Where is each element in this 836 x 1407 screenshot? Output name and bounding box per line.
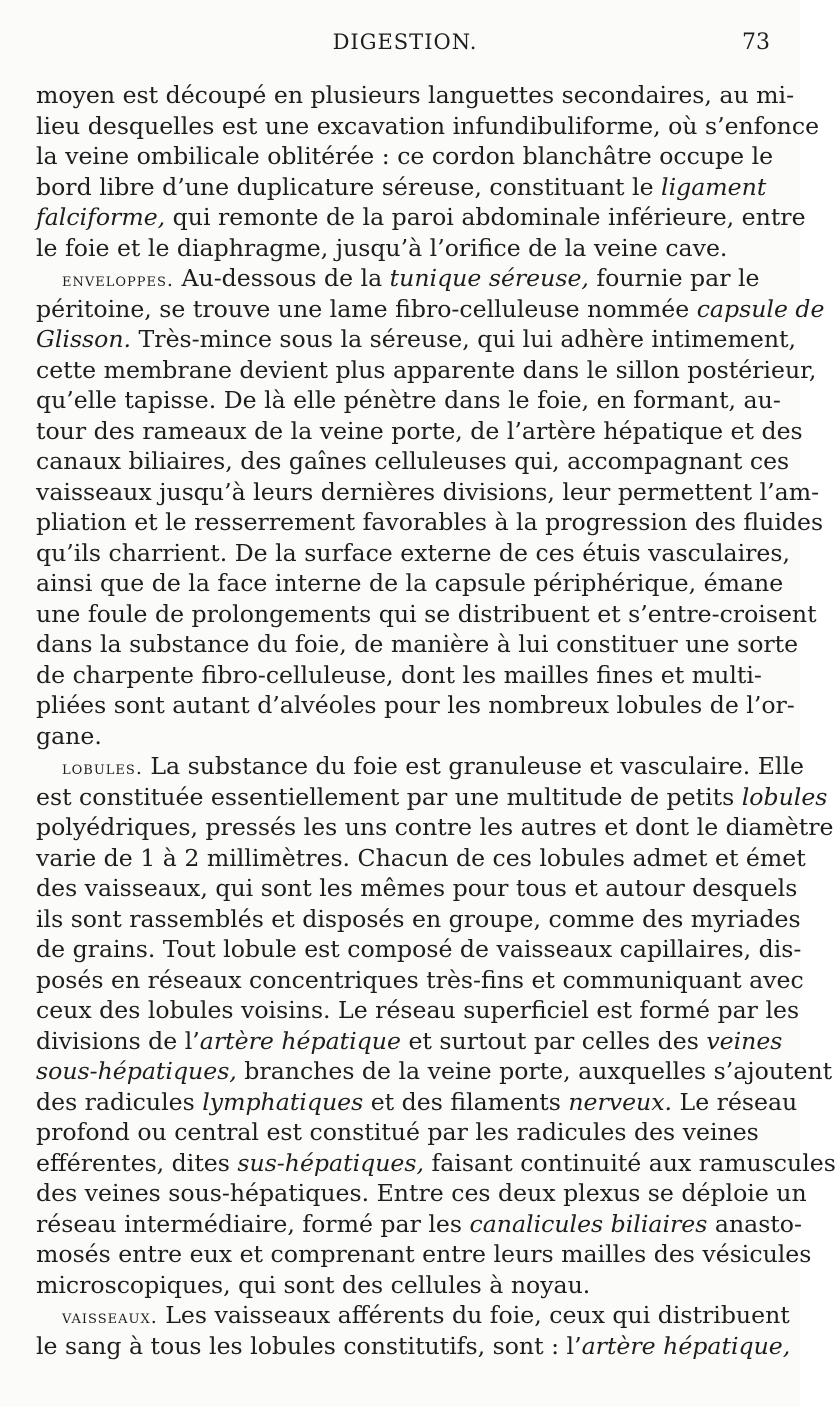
text-run: la veine ombilicale oblitérée : ce cordon blanchâtre occupe le	[36, 142, 774, 170]
text-line	[36, 446, 790, 477]
text-run: divisions de l’	[36, 1026, 200, 1055]
text-run: qu’ils charrient. De la surface externe de ces étuis vasculaires,	[36, 538, 790, 567]
section-heading: enveloppes.	[62, 269, 174, 291]
text-run: qui remonte de la paroi abdominale inférieure, entre	[165, 203, 806, 231]
italic-term: artère hépatique,	[581, 1331, 791, 1360]
text-line	[36, 507, 824, 538]
text-run: faisant continuité aux ramuscules	[424, 1148, 836, 1177]
text-run: lieu desquelles est une excavation infundibuliforme, où s’enfonce	[36, 111, 820, 140]
section-heading: lobules.	[62, 757, 143, 779]
text-run: réseau intermédiaire, formé par les	[36, 1209, 470, 1238]
text-run: profond ou central est constitué par les radicules des veines	[36, 1118, 759, 1146]
text-line	[36, 538, 790, 569]
text-line	[36, 812, 834, 843]
text-run: anasto-	[707, 1209, 802, 1238]
italic-term: Glisson.	[36, 325, 132, 353]
italic-term: canalicules biliaires	[469, 1209, 708, 1238]
text-line	[36, 202, 806, 233]
text-line	[36, 965, 804, 996]
text-line	[36, 629, 799, 660]
text-run: efférentes, dites	[36, 1148, 238, 1177]
text-line	[36, 1178, 807, 1209]
text-line	[36, 1331, 791, 1362]
text-run: cette membrane devient plus apparente dans le sillon postérieur,	[36, 355, 817, 384]
text-line	[36, 172, 767, 203]
text-line	[36, 111, 820, 142]
running-head	[40, 30, 770, 60]
text-line	[36, 355, 817, 386]
text-line	[36, 1148, 836, 1179]
text-run: microscopiques, qui sont des cellules à noyau.	[36, 1270, 591, 1299]
text-line	[36, 477, 820, 508]
text-line	[36, 416, 803, 447]
text-line	[36, 751, 804, 782]
italic-term: sus-hépatiques,	[237, 1148, 424, 1177]
text-run: varie de 1 à 2 millimètres. Chacun de ces lobules admet et émet	[36, 843, 806, 872]
text-run: ils sont rassemblés et disposés en groupe, comme des myriades	[36, 904, 801, 933]
text-line	[36, 843, 806, 874]
text-line	[36, 1056, 833, 1087]
italic-term: ligament	[661, 172, 767, 201]
text-line	[36, 1209, 802, 1240]
italic-term: falciforme,	[36, 203, 166, 231]
text-run: fournie par le	[588, 264, 760, 292]
text-line	[36, 1087, 798, 1118]
text-run: canaux biliaires, des gaînes celluleuses qui, accompagnant ces	[36, 447, 790, 475]
italic-term: veines	[706, 1026, 783, 1055]
text-run: tour des rameaux de la veine porte, de l’artère hépatique et des	[36, 416, 803, 445]
italic-term: lobules	[741, 782, 828, 811]
text-run: dans la substance du foie, de manière à lui constituer une sorte	[36, 630, 799, 658]
text-run: est constituée essentiellement par une multitude de petits	[36, 782, 742, 811]
text-run: Très-mince sous la séreuse, qui lui adhère intimement,	[131, 325, 797, 353]
text-line	[36, 294, 825, 325]
text-line	[36, 263, 760, 294]
text-line	[36, 690, 795, 721]
text-run: des vaisseaux, qui sont les mêmes pour tous et autour desquels	[36, 874, 798, 902]
text-line	[36, 324, 797, 355]
text-line	[36, 599, 817, 630]
text-line	[36, 721, 752, 752]
page-number: 73	[742, 30, 770, 55]
italic-term: tunique séreuse,	[389, 264, 589, 292]
text-run: Le réseau	[672, 1087, 798, 1116]
text-run: branches de la veine porte, auxquelles s’ajoutent	[236, 1057, 833, 1085]
text-run: posés en réseaux concentriques très-fins et communiquant avec	[36, 965, 804, 994]
text-line	[36, 782, 828, 813]
text-run: ceux des lobules voisins. Le réseau superficiel est formé par les	[36, 996, 800, 1024]
italic-term: sous-hépatiques,	[36, 1057, 237, 1085]
text-run: pliées sont autant d’alvéoles pour les nombreux lobules de l’or-	[36, 691, 795, 719]
text-line	[36, 660, 762, 691]
running-title: DIGESTION.	[332, 30, 478, 54]
text-run: une foule de prolongements qui se distribuent et s’entre-croisent	[36, 599, 817, 628]
text-line	[36, 995, 800, 1026]
text-line	[36, 233, 752, 264]
text-line	[36, 1117, 759, 1148]
text-run: des veines sous-hépatiques. Entre ces deux plexus se déploie un	[36, 1179, 807, 1207]
italic-term: nerveux.	[568, 1087, 673, 1116]
text-run: gane.	[36, 721, 102, 750]
text-line	[36, 904, 801, 935]
text-run: de charpente fibro-celluleuse, dont les mailles fines et multi-	[36, 660, 762, 689]
italic-term: artère hépatique	[199, 1026, 401, 1055]
text-line	[36, 1300, 790, 1331]
text-line	[36, 141, 774, 172]
text-run: bord libre d’une duplicature séreuse, constituant le	[36, 172, 662, 201]
text-line	[36, 1270, 752, 1301]
section-heading: vaisseaux.	[62, 1306, 158, 1328]
text-run: le sang à tous les lobules constitutifs, sont : l’	[36, 1331, 582, 1360]
text-run: polyédriques, pressés les uns contre les autres et dont le diamètre	[36, 813, 834, 841]
text-run: et des filaments	[363, 1087, 569, 1116]
text-run: pliation et le resserrement favorables à la progression des fluides	[36, 508, 824, 536]
text-run: Les vaisseaux afférents du foie, ceux qui distribuent	[157, 1301, 790, 1329]
text-run: Au-dessous de la	[173, 264, 390, 292]
text-run: mosés entre eux et comprenant entre leurs mailles des vésicules	[36, 1240, 812, 1268]
text-run: qu’elle tapisse. De là elle pénètre dans le foie, en formant, au-	[36, 386, 781, 414]
body-text	[36, 80, 836, 1361]
text-line	[36, 934, 802, 965]
text-line	[36, 1239, 812, 1270]
text-run: moyen est découpé en plusieurs languettes secondaires, au mi-	[36, 81, 795, 109]
text-run: de grains. Tout lobule est composé de vaisseaux capillaires, dis-	[36, 935, 802, 963]
text-run: le foie et le diaphragme, jusqu’à l’orifice de la veine cave.	[36, 233, 728, 262]
text-line	[36, 568, 784, 599]
text-run: des radicules	[36, 1087, 203, 1116]
text-line	[36, 385, 781, 416]
text-run: vaisseaux jusqu’à leurs dernières divisions, leur permettent l’am-	[36, 477, 820, 506]
text-line	[36, 1026, 783, 1057]
text-line	[36, 80, 795, 111]
italic-term: capsule de	[696, 294, 825, 323]
text-run: La substance du foie est granuleuse et vasculaire. Elle	[142, 752, 804, 780]
text-run: et surtout par celles des	[400, 1026, 707, 1055]
text-run: ainsi que de la face interne de la capsule périphérique, émane	[36, 569, 784, 597]
text-run: péritoine, se trouve une lame fibro-celluleuse nommée	[36, 294, 697, 323]
italic-term: lymphatiques	[202, 1087, 364, 1116]
text-line	[36, 873, 798, 904]
